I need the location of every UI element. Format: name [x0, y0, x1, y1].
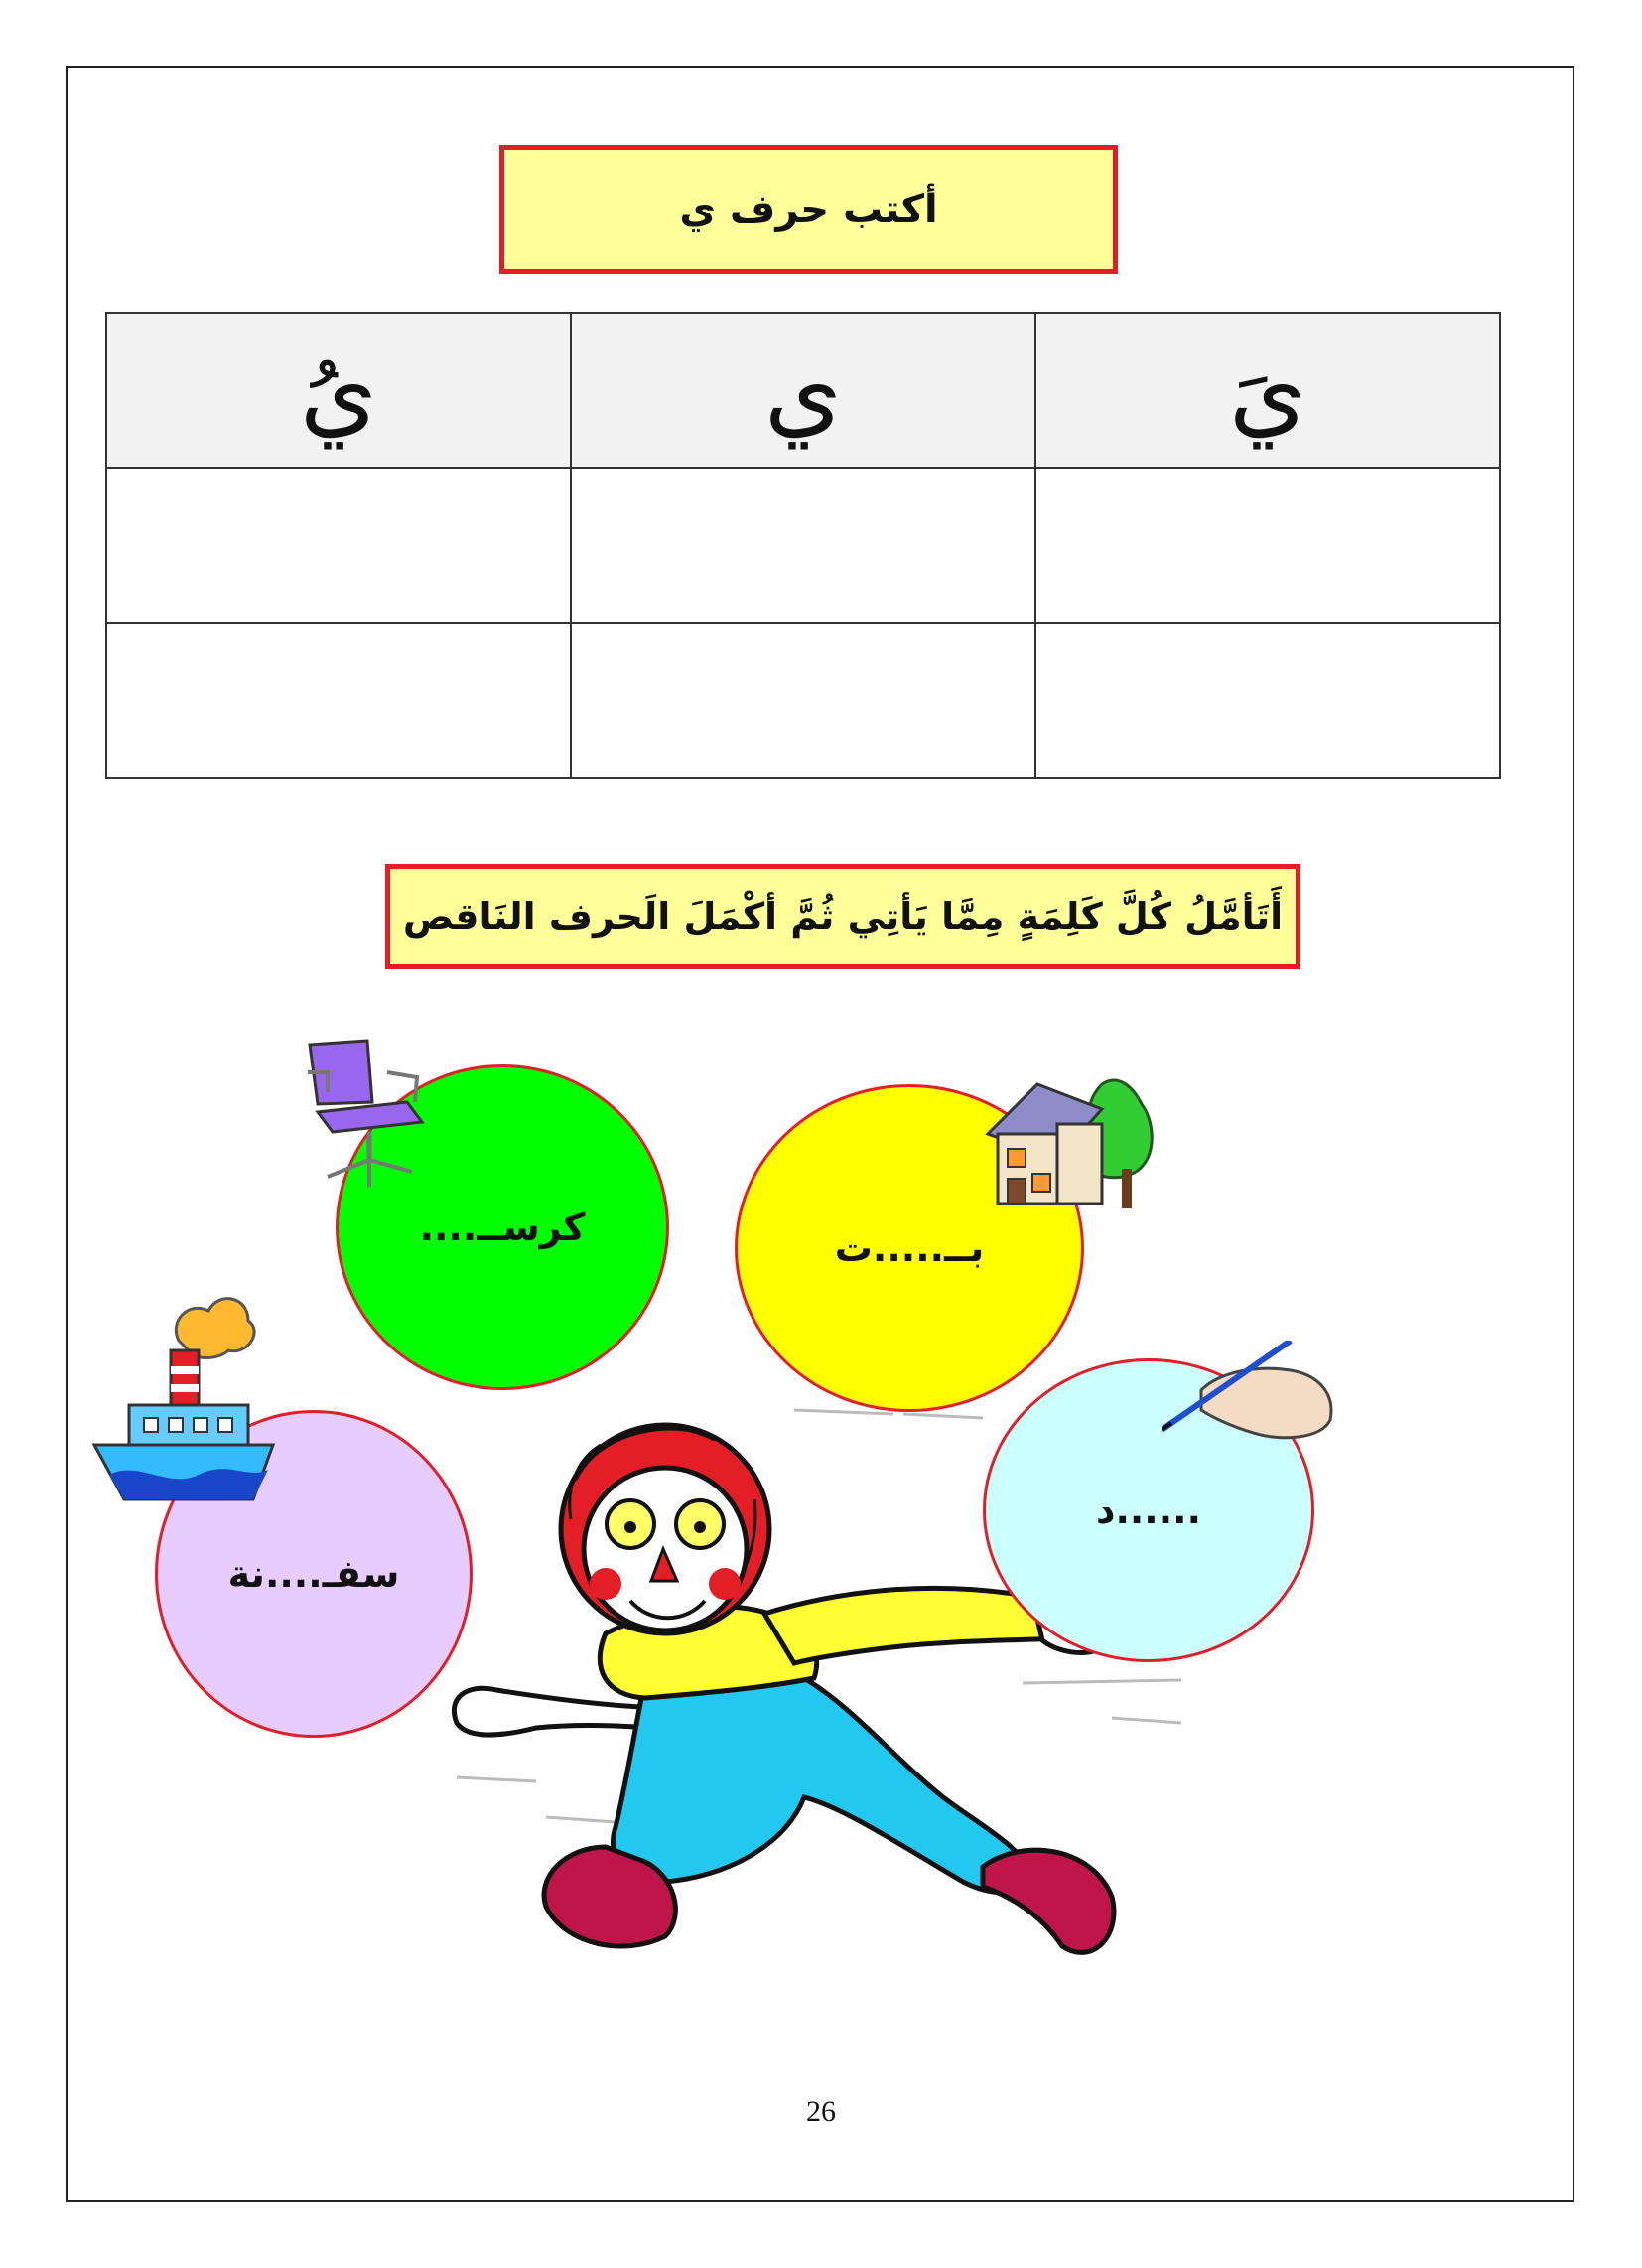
letter-practice-table	[105, 312, 1501, 779]
writing-cell[interactable]	[1035, 623, 1500, 778]
table-row	[106, 468, 1500, 623]
page-number: 26	[806, 2095, 836, 2128]
table-row	[106, 623, 1500, 778]
instruction-title-text: أَتَأمَّلُ كُلَّ كَلِمَةٍ مِمَّا يَأتِي ثُمَّ أكْمَلَ الَحرف النَاقص	[402, 895, 1284, 938]
word-house: بــ.....ت	[834, 1226, 985, 1270]
writing-cell[interactable]	[106, 623, 571, 778]
word-hand: ......د	[1095, 1488, 1202, 1532]
house-with-tree-icon	[983, 1064, 1171, 1223]
word-chair: كرســ....	[419, 1205, 586, 1249]
steamboat-icon	[89, 1281, 278, 1509]
hand-holding-pen-icon	[1162, 1341, 1340, 1460]
writing-cell[interactable]	[106, 468, 571, 623]
instruction-title	[385, 864, 1300, 969]
write-letter-title-text: أكتب حرف ي	[679, 187, 938, 232]
writing-cell[interactable]	[1035, 468, 1500, 623]
table-row	[106, 313, 1500, 468]
letter-cell: يَ	[1035, 313, 1500, 468]
writing-cell[interactable]	[571, 623, 1035, 778]
writing-cell[interactable]	[571, 468, 1035, 623]
letter-cell: يُ	[106, 313, 571, 468]
office-chair-icon	[298, 1033, 437, 1192]
write-letter-title	[499, 145, 1118, 274]
word-ship: سفـ....نة	[227, 1552, 400, 1596]
letter-cell: ي	[571, 313, 1035, 468]
